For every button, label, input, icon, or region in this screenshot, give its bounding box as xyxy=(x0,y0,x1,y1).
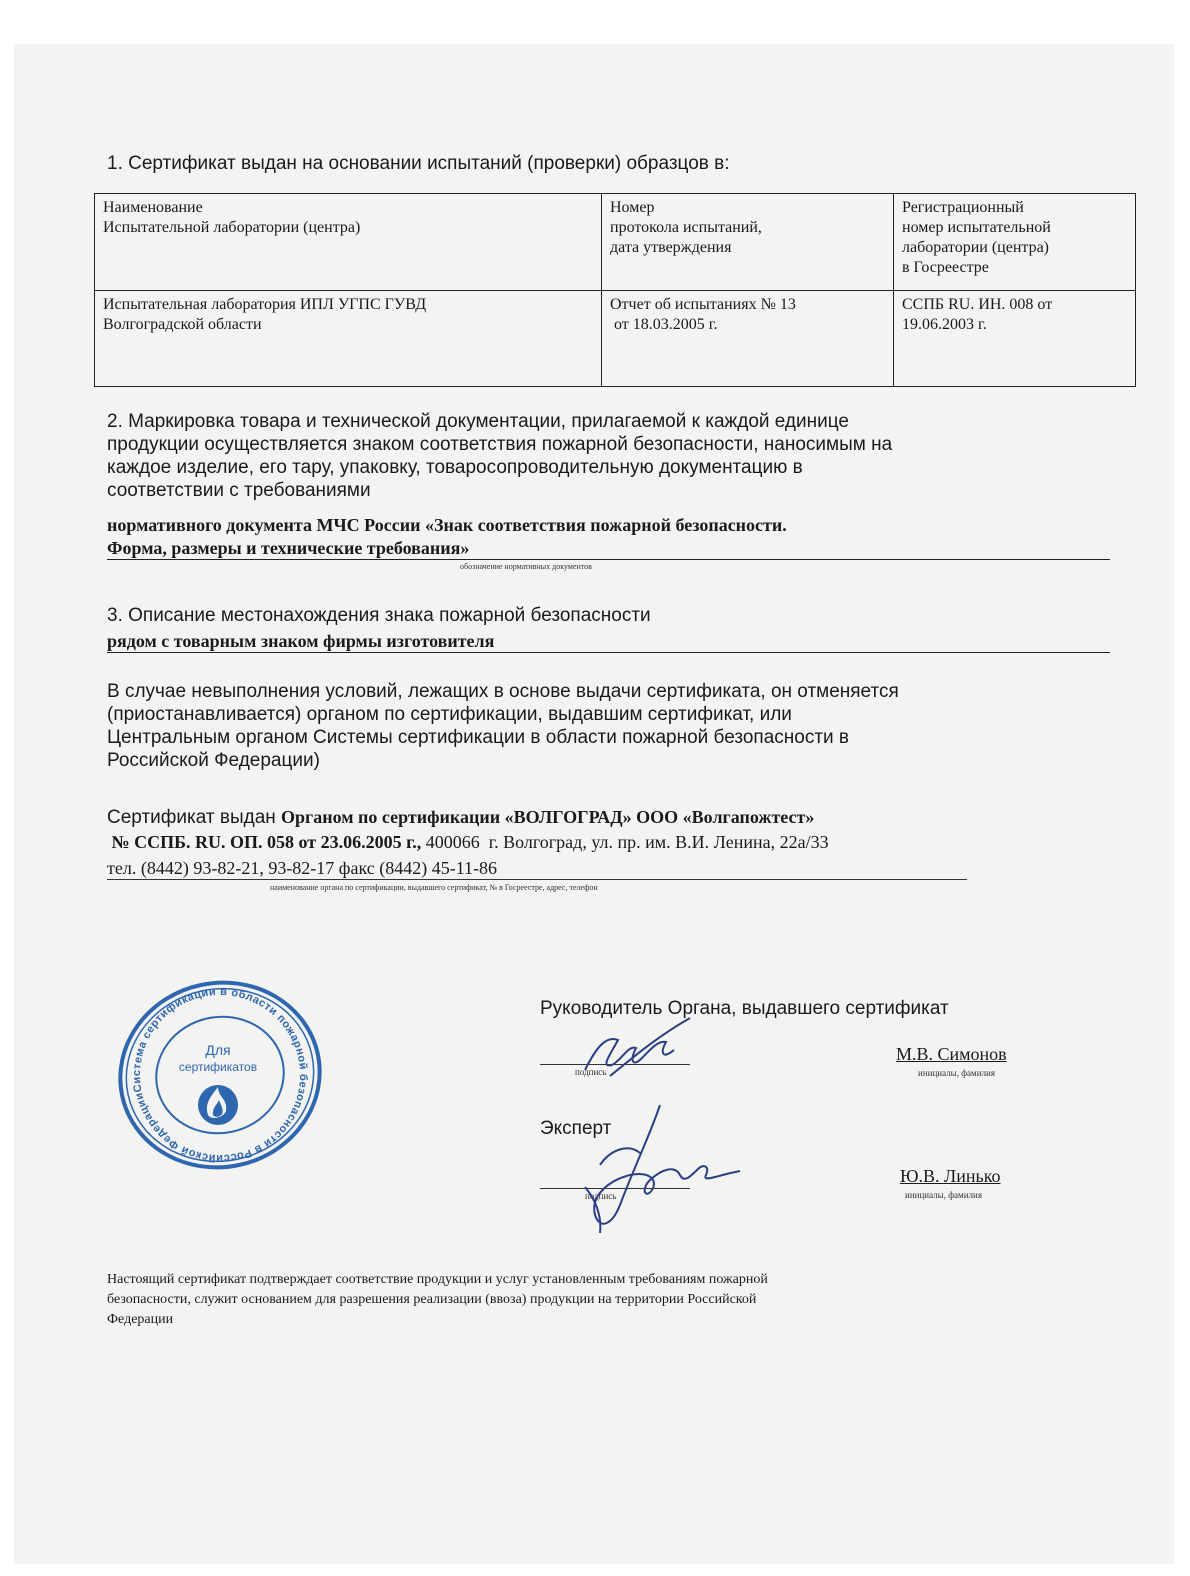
header-protocol: Номер протокола испытаний, дата утверждения xyxy=(602,194,894,291)
footer-statement: Настоящий сертификат подтверждает соответствие продукции и услуг установленным требованиям пожарной безопасности, служит основанием для разрешения реализации (ввоза) продукции на территории Российской Федерации xyxy=(107,1272,768,1327)
seal-stamp-graphic xyxy=(100,975,340,1175)
expert-signature-icon xyxy=(540,1095,750,1235)
header-lab-name: Наименование Испытательной лаборатории (центра) xyxy=(95,194,602,291)
issuer-caption: наименование органа по сертификации, выдавшего сертификат, № в Госреестре, адрес, телефон xyxy=(270,883,598,892)
head-name: М.В. Симонов xyxy=(896,1044,1007,1064)
cell-protocol: Отчет об испытаниях № 13 от 18.03.2005 г. xyxy=(602,291,894,387)
seal-center-line-2: сертификатов xyxy=(178,1060,258,1074)
section-3-title: 3. Описание местонахождения знака пожарной безопасности xyxy=(107,605,651,626)
cancellation-paragraph: В случае невыполнения условий, лежащих в основе выдачи сертификата, он отменяется (приостанавливается) органом по сертификации, выдавшим сертификат, или Центральным органом Системы сертификации в области пожарной безопасности в Российской Федерации) xyxy=(107,681,899,771)
seal-stamp xyxy=(100,975,340,1175)
table-header-row xyxy=(95,194,1136,291)
norm-document-line-1: нормативного документа МЧС России «Знак соответствия пожарной безопасности. xyxy=(107,515,787,535)
flame-logo-icon xyxy=(198,1085,238,1125)
header-registration: Регистрационный номер испытательной лаборатории (центра) в Госреестре xyxy=(894,194,1136,291)
expert-signature-caption: подпись xyxy=(585,1191,617,1201)
cell-registration: ССПБ RU. ИН. 008 от 19.06.2003 г. xyxy=(894,291,1136,387)
section-3-value: рядом с товарным знаком фирмы изготовителя xyxy=(107,630,1110,653)
cell-lab-name: Испытательная лаборатория ИПЛ УГПС ГУВД Волгоградской области xyxy=(95,291,602,387)
issuer-phones: тел. (8442) 93-82-21, 93-82-17 факс (8442) 45-11-86 xyxy=(107,858,967,880)
head-signature-caption: подпись xyxy=(575,1067,607,1077)
seal-center-line-1: Для xyxy=(205,1042,231,1058)
norm-document-line-2: Форма, размеры и технические требования» xyxy=(107,537,1110,560)
expert-title: Эксперт xyxy=(540,1118,612,1139)
head-title: Руководитель Органа, выдавшего сертификат xyxy=(540,998,949,1019)
laboratory-table xyxy=(94,193,1136,387)
section-2-text: 2. Маркировка товара и технической документации, прилагаемой к каждой единице продукции осуществляется знаком соответствия пожарной безопасности, наносимым на каждое изделие, его тару, упаковку, товаросопроводительную документацию в соответствии с требованиями xyxy=(107,411,893,501)
seal-ring-text: Система сертификации в области пожарной безопасности в Российской Федерации xyxy=(130,985,310,1165)
issuer-line-2: № ССПБ. RU. ОП. 058 от 23.06.2005 г., 400066 г. Волгоград, ул. пр. им. В.И. Ленина, 22а/33 xyxy=(107,832,829,852)
issuer-line-1: Сертификат выдан Органом по сертификации «ВОЛГОГРАД» ООО «Волгапожтест» xyxy=(107,807,815,828)
head-signature-icon xyxy=(570,1010,700,1090)
expert-name: Ю.В. Линько xyxy=(900,1166,1001,1186)
table-row xyxy=(95,291,1136,387)
section-1-title: 1. Сертификат выдан на основании испытаний (проверки) образцов в: xyxy=(107,153,730,174)
expert-name-caption: инициалы, фамилия xyxy=(905,1190,982,1200)
head-name-caption: инициалы, фамилия xyxy=(918,1068,995,1078)
norm-document-caption: обозначение нормативных документов xyxy=(460,562,592,571)
